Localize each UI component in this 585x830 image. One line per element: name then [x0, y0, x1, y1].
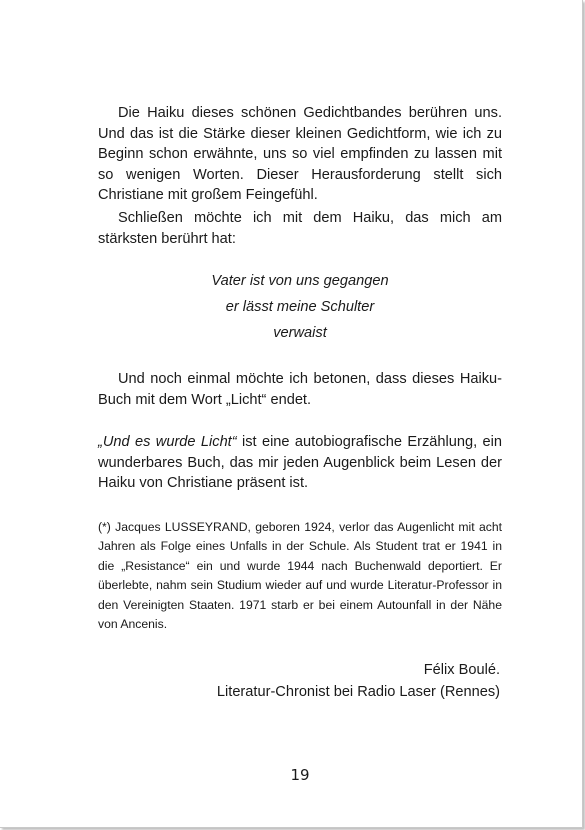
- paragraph-book-reference: [98, 432, 502, 494]
- author-name: Félix Boulé.: [423, 662, 500, 678]
- paragraph-favorite-haiku-intro: Schließen möchte ich mit dem Haiku, das mich am stärksten berührt hat:: [98, 210, 502, 247]
- haiku-line-3: verwaist: [273, 325, 327, 341]
- author-role: Literatur-Chronist bei Radio Laser (Rennes): [216, 684, 500, 700]
- book-description: ist eine autobiografische Erzählung, ein wunderbares Buch, das mir jeden Augenblick beim Lesen der Haiku von Christiane präsent ist.: [98, 434, 502, 492]
- book-title: „Und es wurde Licht“: [98, 434, 237, 450]
- haiku-line-2: er lässt meine Schulter: [225, 299, 375, 315]
- paragraph-light-emphasis: Und noch einmal möchte ich betonen, dass dieses Haiku-Buch mit dem Wort „Licht“ endet.: [98, 371, 502, 408]
- page-number: 19: [290, 766, 310, 784]
- paragraph-haiku-praise: Die Haiku dieses schönen Gedichtbandes berühren uns. Und das ist die Stärke dieser kleinen Gedichtform, wie ich zu Beginn schon erwähnte, uns so viel empfinden zu lassen mit so wenigen Worten. Dieser Herausforderung stellt sich Christiane mit großem Feingefühl.: [98, 105, 502, 204]
- haiku-quote: [98, 268, 502, 346]
- haiku-line-1: Vater ist von uns gegangen: [211, 273, 389, 289]
- signature-block: [217, 659, 500, 703]
- footnote: (*) Jacques LUSSEYRAND, geboren 1924, verlor das Augenlicht mit acht Jahren als Folge eines Unfalls in der Schule. Als Student trat er 1941 in die „Resistance“ ein und wurde 1944 nach Buchenwald deportiert. Er überlebte, nahm sein Studium wieder auf und wurde Literatur-Professor in den Vereinigten Staaten. 1971 starb er bei einem Autounfall in der Nähe von Ancenis.: [98, 520, 502, 632]
